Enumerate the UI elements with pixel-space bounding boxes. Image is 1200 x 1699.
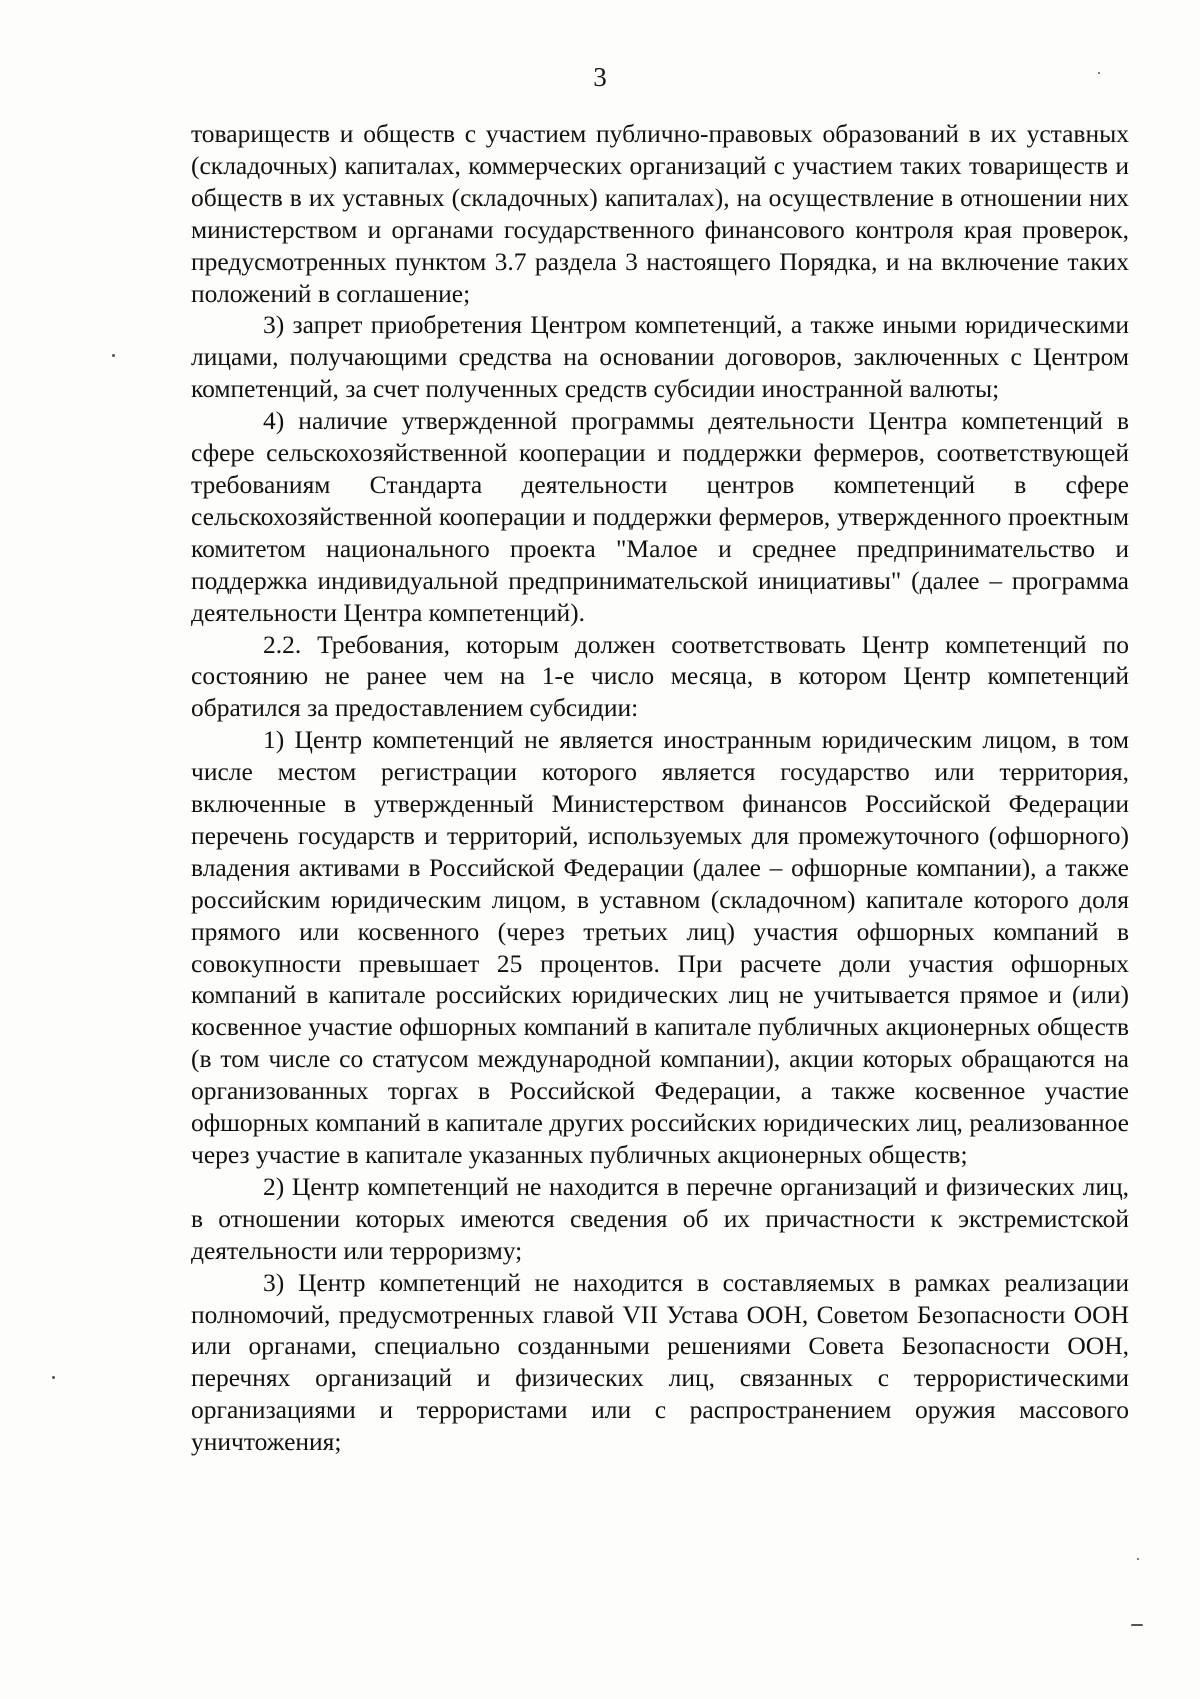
scan-speck xyxy=(112,354,115,357)
paragraph-item-4-program: 4) наличие утвержденной программы деятельности Центра компетенций в сфере сельскохозяйственной кооперации и поддержки фермеров, соответствующей требованиям Стандарта деятельности центров компетенций в сфере сельскохозяйственной кооперации и поддержки фермеров, утвержденного проектным комитетом национального проекта "Малое и среднее предпринимательство и поддержка индивидуальной предпринимательской инициативы" (далее – программа деятельности Центра компетенций). xyxy=(191,406,1129,627)
scan-speck xyxy=(1131,1624,1143,1626)
paragraph-requirement-1-offshore: 1) Центр компетенций не является иностранным юридическим лицом, в том числе местом регистрации которого является государство или территория, включенные в утвержденный Министерством финансов Российской Федерации перечень государств и территорий, используемых для промежуточного (офшорного) владения активами в Российской Федерации (далее – офшорные компании), а также российским юридическим лицом, в уставном (складочном) капитале которого доля прямого или косвенного (через третьих лиц) участия офшорных компаний в совокупности превышает 25 процентов. При расчете доли участия офшорных компаний в капитале российских юридических лиц не учитывается прямое и (или) косвенное участие офшорных компаний в капитале публичных акционерных обществ (в том числе со статусом международной компании), акции которых обращаются на организованных торгах в Российской Федерации, а также косвенное участие офшорных компаний в капитале других российских юридических лиц, реализованное через участие в капитале указанных публичных акционерных обществ; xyxy=(191,725,1129,1169)
paragraph-item-3-foreign-currency: 3) запрет приобретения Центром компетенций, а также иными юридическими лицами, получающими средства на основании договоров, заключенных с Центром компетенций, за счет полученных средств субсидии иностранной валюты; xyxy=(191,310,1129,404)
page-number: 3 xyxy=(593,62,607,92)
scan-speck xyxy=(52,1376,55,1379)
scan-speck xyxy=(1098,72,1100,74)
paragraph-requirement-3-un-lists: 3) Центр компетенций не находится в составляемых в рамках реализации полномочий, предусмотренных главой VII Устава ООН, Советом Безопасности ООН или органами, специально созданными решениями Совета Безопасности ООН, перечнях организаций и физических лиц, связанных с террористическими организациями и террористами или с распространением оружия массового уничтожения; xyxy=(191,1267,1129,1457)
paragraph-2-2-requirements: 2.2. Требования, которым должен соответствовать Центр компетенций по состоянию не ранее чем на 1-е число месяца, в котором Центр компетенций обратился за предоставлением субсидии: xyxy=(191,629,1129,723)
scan-speck xyxy=(1137,1558,1139,1560)
paragraph-continuation: товариществ и обществ с участием публично-правовых образований в их уставных (складочных) капиталах, коммерческих организаций с участием таких товариществ и обществ в их уставных (складочных) капиталах), на осуществление в отношении них министерством и органами государственного финансового контроля края проверок, предусмотренных пунктом 3.7 раздела 3 настоящего Порядка, и на включение таких положений в соглашение; xyxy=(191,119,1129,308)
paragraph-requirement-2-extremism: 2) Центр компетенций не находится в перечне организаций и физических лиц, в отношении которых имеются сведения об их причастности к экстремистской деятельности или терроризму; xyxy=(191,1171,1129,1265)
document-body xyxy=(191,118,1129,1458)
